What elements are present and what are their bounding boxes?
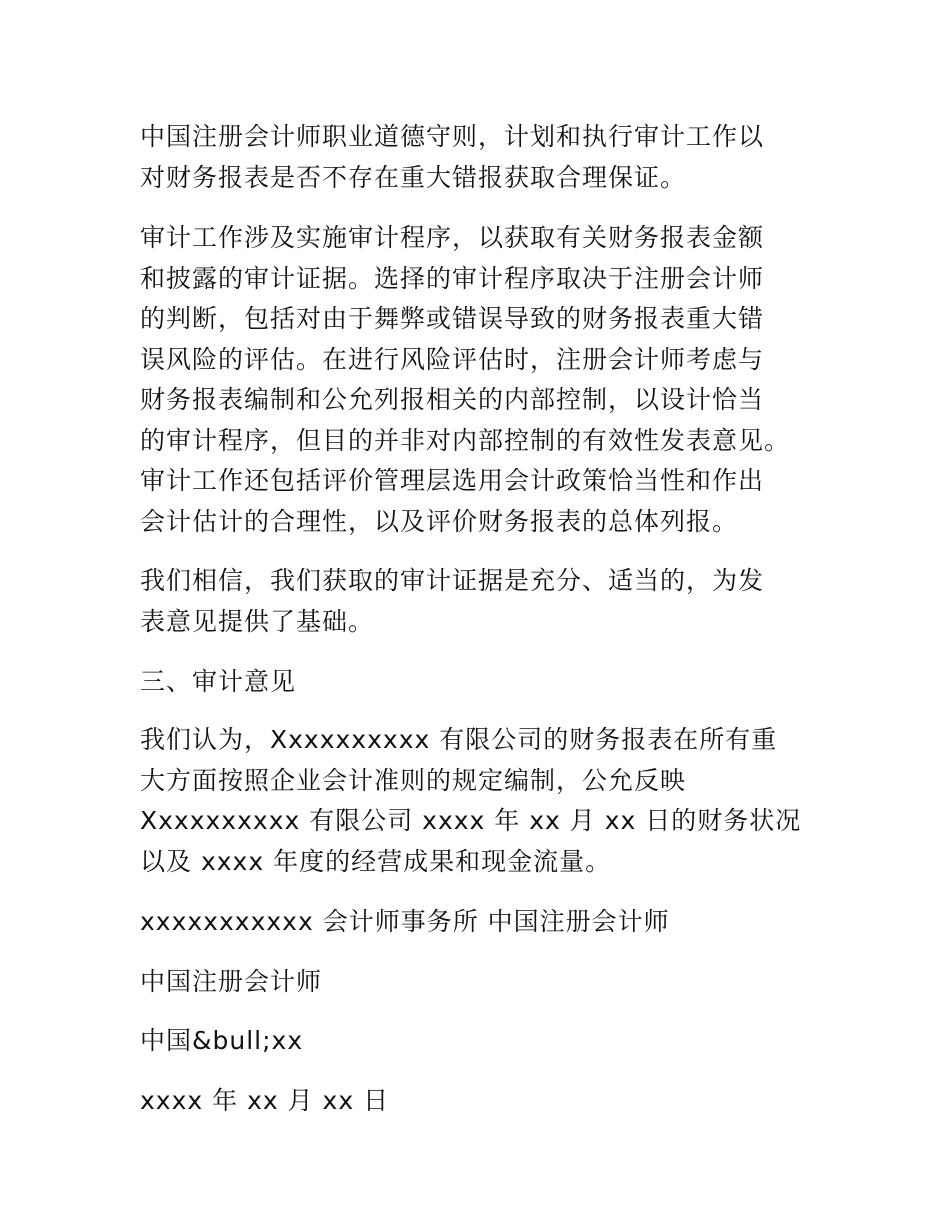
signature-firm-line	[140, 902, 820, 943]
location-line	[140, 1021, 820, 1062]
text-line: 以及 xxxx 年度的经营成果和现金流量。	[140, 846, 612, 876]
section-heading: 三、审计意见	[140, 667, 297, 696]
location: 中国&bull;xx	[140, 1026, 304, 1055]
paragraph-audit-procedures	[140, 218, 820, 542]
text-line: 和披露的审计证据。选择的审计程序取决于注册会计师	[140, 263, 765, 293]
text-line: 误风险的评估。在进行风险评估时，注册会计师考虑与	[140, 344, 765, 374]
paragraph-opinion	[140, 720, 820, 882]
section-heading-audit-opinion	[140, 662, 820, 703]
signature-cpa-line	[140, 962, 820, 1003]
text-line: 我们认为，Xxxxxxxxxx 有限公司的财务报表在所有重	[140, 725, 778, 754]
text-line: 审计工作还包括评价管理层选用会计政策恰当性和作出	[140, 466, 765, 495]
paragraph-audit-evidence	[140, 561, 820, 642]
text-line: 财务报表编制和公允列报相关的内部控制，以设计恰当	[140, 385, 765, 414]
text-line: 的判断，包括对由于舞弊或错误导致的财务报表重大错	[140, 304, 765, 333]
cpa-title: 中国注册会计师	[140, 967, 323, 996]
text-line: 会计估计的合理性，以及评价财务报表的总体列报。	[140, 506, 739, 536]
firm-name: xxxxxxxxxxx 会计师事务所 中国注册会计师	[140, 907, 670, 936]
text-line: 审计工作涉及实施审计程序，以获取有关财务报表金额	[140, 223, 765, 252]
report-date: xxxx 年 xx 月 xx 日	[140, 1086, 390, 1115]
text-line: 中国注册会计师职业道德守则，计划和执行审计工作以	[140, 122, 765, 151]
paragraph-audit-standards	[140, 117, 820, 198]
text-line: 的审计程序，但目的并非对内部控制的有效性发表意见。	[140, 425, 791, 455]
text-line: 大方面按照企业会计准则的规定编制，公允反映	[140, 765, 687, 795]
text-line: Xxxxxxxxxx 有限公司 xxxx 年 xx 月 xx 日的财务状况	[140, 806, 802, 835]
text-line: 表意见提供了基础。	[140, 606, 375, 636]
text-line: 对财务报表是否不存在重大错报获取合理保证。	[140, 162, 687, 192]
date-line	[140, 1081, 820, 1122]
text-line: 我们相信，我们获取的审计证据是充分、适当的，为发	[140, 566, 765, 595]
